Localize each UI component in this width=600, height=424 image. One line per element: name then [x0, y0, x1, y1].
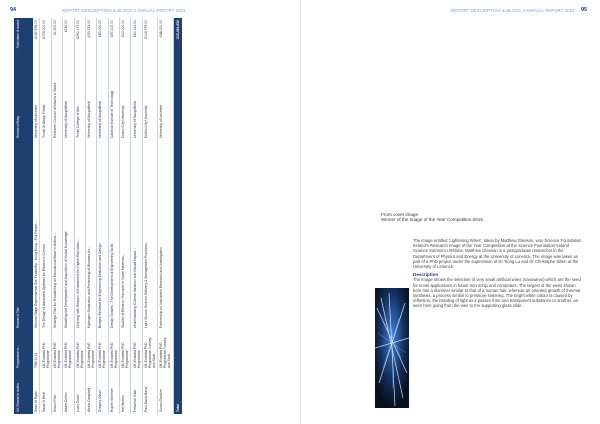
nanowire-photo-svg: [375, 288, 409, 408]
nanowire-photo-image: [375, 288, 409, 408]
cell-title: Design Studies - The Development of Engineering Skills: [108, 140, 119, 330]
left-page-number: 94: [10, 7, 17, 13]
cell-title: Studies of Electron Transport in Novel Materials...: [120, 140, 131, 330]
cell-programme: TSB 2013: [33, 330, 40, 370]
feature-text: [413, 238, 583, 312]
cell-body: University of Leicester: [33, 60, 40, 140]
table-row: [142, 18, 157, 414]
cell-programme: UK Enabled PhD Programme: [108, 330, 119, 370]
cell-title: Understanding Cultural Variation and Global Impact...: [131, 140, 142, 330]
cell-body: Dublin City University: [120, 60, 131, 140]
cell-programme: UK Enabled PhD Programme: [40, 330, 51, 370]
cell-amount: £197,978.00: [33, 18, 40, 60]
cell-amount: £60,131.00: [131, 18, 142, 60]
cell-programme: UK Enabled PhD Programme: [131, 330, 142, 370]
cell-amount: £57,100.00: [108, 18, 119, 60]
cell-amount: £20,000.00: [120, 18, 131, 60]
cell-body: University of Naughtfield: [63, 60, 74, 140]
col-header-body: Research Body: [14, 60, 33, 140]
cell-body: University of Naughtfield: [85, 60, 96, 140]
table-header-row: [14, 18, 33, 414]
cell-title: The Design of Advanced Systems for Electronic Control: [40, 140, 51, 330]
table-row: [97, 18, 108, 414]
cell-programme: UK Enabled PhD Programme: [97, 330, 108, 370]
table-row: [85, 18, 96, 414]
total-row: [173, 18, 182, 414]
cell-body: Dublin City University: [142, 60, 157, 140]
cell-researcher: Paul Davis Barry: [142, 370, 157, 414]
col-header-title: Research Title: [14, 140, 33, 330]
cell-programme: UK Enabled PhD Programme: [51, 330, 62, 370]
description-heading: Description: [413, 272, 439, 278]
cell-body: Trinity St Bargh Fields: [40, 60, 51, 140]
col-header-researcher: UK Research Unifier: [14, 370, 33, 414]
cell-researcher: Frederick Gale: [131, 370, 142, 414]
feature-paragraph-1: The image entitled 'Lightening Wires', taken by Matthew Gleeson, won Science Foundation Ireland's Research Image of the Year Competition at the Science Foundation Ireland Science Summit in Athlone. Matthew Gleeson is a postgraduate researcher in the Department of Physics and Energy at the University of Limerick. The image was taken as part of a PhD project under the supervision of Dr Tiong Lu and Dr Christophe Silien at the University of Limerick.: [413, 238, 582, 270]
cell-researcher: Gregory Oliver: [97, 370, 108, 414]
caption-line-1: Front cover image: [381, 212, 419, 217]
table-row: [51, 18, 62, 414]
grants-table: [14, 18, 182, 414]
cell-amount: £104,779.00: [142, 18, 157, 60]
cell-programme: UK Enabled PhD Programme / Lesley and Scott: [142, 330, 157, 370]
table-row: [108, 18, 119, 414]
cell-title: Learning with Reason: A Framework for Higher Education...: [74, 140, 85, 330]
col-header-programme: Programme or...: [14, 330, 33, 370]
cell-programme: UK Enabled PhD Programme: [63, 330, 74, 370]
cell-researcher: Sarah A Reid: [40, 370, 51, 414]
right-page: [300, 0, 600, 424]
caption-line-2: Winner of the Image of the Year Competition 2015.: [381, 217, 485, 223]
cell-body: University of Naughtfield: [131, 60, 142, 140]
feature-paragraph-2: The image shows the selection of very small artificial wires (nanowires) which are the seed for novel applications in future microchip and computers. The largest of the wires shown here has a diameter similar to that of a human hair, whereas an oriented growth of thermal synthesis, a process similar to pressure-sintering. The bright white colour is caused by reflection, the bending of light as it passes from one transparent substance to another, as seen here going from the wire to the supporting glass slide.: [413, 277, 581, 309]
cell-title: Modelling the Development and Acquisition of Social Knowledge: [63, 140, 74, 330]
cell-body: Trinity College of Arts: [74, 60, 85, 140]
grants-table-frame: [14, 18, 290, 414]
cell-researcher: Alexis Campbell: [85, 370, 96, 414]
right-page-number: 95: [581, 7, 588, 13]
table-row: [131, 18, 142, 414]
cell-researcher: Susan Gardner: [158, 370, 173, 414]
cell-researcher: Adam Cohen: [63, 370, 74, 414]
table-row: [33, 18, 40, 414]
table-row: [120, 18, 131, 414]
table-row: [158, 18, 173, 414]
total-label: Total: [173, 60, 182, 414]
cell-programme: UK Enabled PhD Programme: [120, 330, 131, 370]
cell-programme: UK Enabled PhD Programme: [74, 330, 85, 370]
cell-body: University of Naughtfield: [97, 60, 108, 140]
cell-researcher: Neil Barron: [120, 370, 131, 414]
cell-body: University of Leicester: [158, 60, 173, 140]
cell-amount: £778,000.00: [40, 18, 51, 60]
cell-title: Bridges Retrieval for Engineering Evaluation and Design: [97, 140, 108, 330]
cell-researcher: Simon Pike: [51, 370, 62, 414]
cell-title: Light Source Science Delivery & Management Practices...: [142, 140, 157, 330]
table-row: [63, 18, 74, 414]
cell-title: Strategic Plan for Establishing an Educational Base in Oxford...: [51, 140, 62, 330]
total-value: £15,451,632: [173, 18, 182, 60]
cell-amount: £33,725.00: [85, 18, 96, 60]
col-header-amount: Total value of award: [14, 18, 33, 60]
cell-researcher: Sean W Ryan: [33, 370, 40, 414]
cell-researcher: Rupert Wheeler: [108, 370, 119, 414]
cell-amount: £48,000.00: [158, 18, 173, 60]
cover-image-caption: [381, 212, 484, 223]
cell-body: Cardinal Institute of Technology: [108, 60, 119, 140]
cell-amount: £1,500.00: [51, 18, 62, 60]
cell-amount: £250,177.00: [74, 18, 85, 60]
cell-researcher: Lucie Dolan: [74, 370, 85, 414]
table-row: [40, 18, 51, 414]
cell-amount: £190.00: [63, 18, 74, 60]
right-running-header: REPORT DESCRIPTION & BLOCK 2 ANNUAL REPORT 2015: [451, 8, 575, 13]
cell-title: Hydrogen Separation and Processing of Biomass for...: [85, 140, 96, 330]
cell-title: Second Stage Experimental Site Feasibility - Hong Kong - Full Report ...: [33, 140, 40, 330]
left-running-header: REPORT DESCRIPTION & BLOCK 2 ANNUAL REPORT 2015: [62, 8, 186, 13]
cell-programme: UK Enabled PhD Programme: [85, 330, 96, 370]
table-row: [74, 18, 85, 414]
cell-title: Partnership on Instrument Research and Investigation: [158, 140, 173, 330]
cell-body: Research Council of Ireland & Wales: [51, 60, 62, 140]
cell-amount: £80,000.00: [97, 18, 108, 60]
cell-programme: UK Enabled PhD Programme / Lesley and Scott: [158, 330, 173, 370]
